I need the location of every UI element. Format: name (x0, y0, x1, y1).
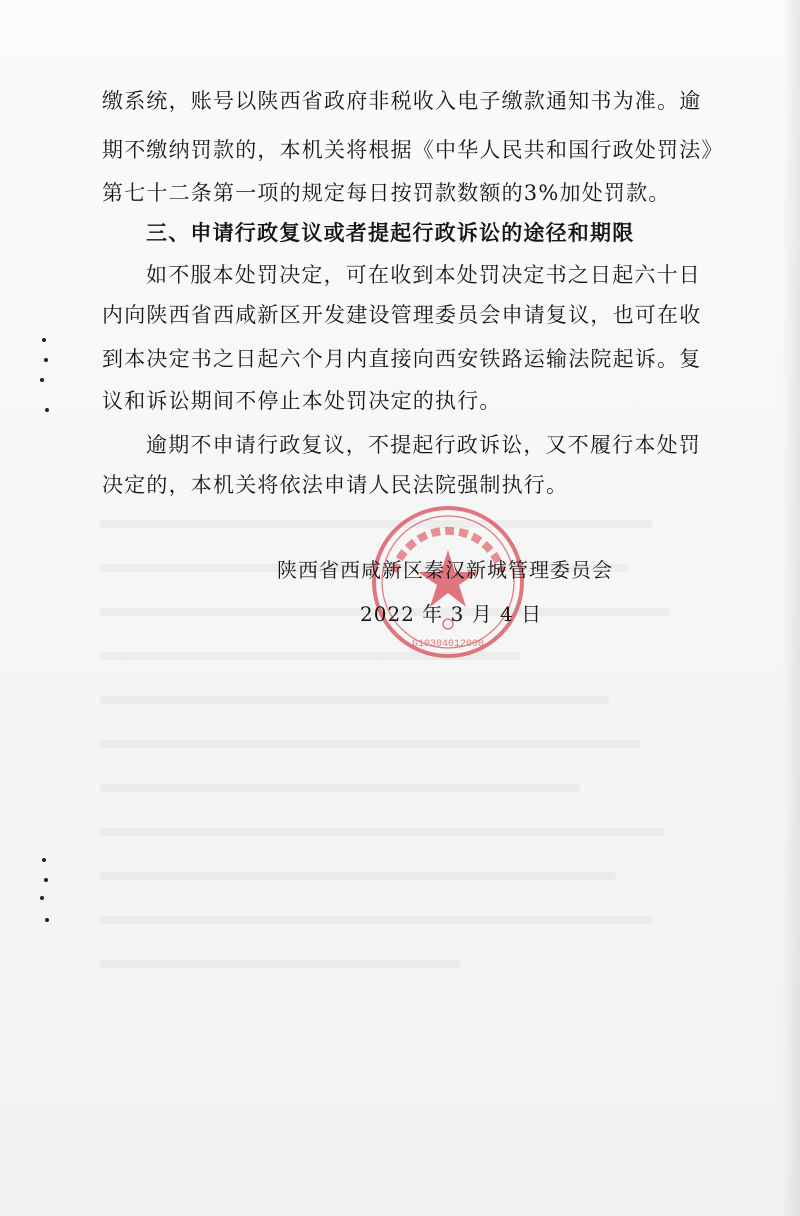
body-line: 到本决定书之日起六个月内直接向西安铁路运输法院起诉。复 (102, 347, 702, 371)
issuing-authority: 陕西省西咸新区秦汉新城管理委员会 (277, 558, 613, 582)
scan-speck (40, 896, 44, 900)
body-line: 内向陕西省西咸新区开发建设管理委员会申请复议，也可在收 (102, 303, 702, 327)
body-line: 议和诉讼期间不停止本处罚决定的执行。 (102, 389, 502, 413)
section-heading: 三、申请行政复议或者提起行政诉讼的途径和期限 (146, 220, 635, 245)
issue-date: 2022 年 3 月 4 日 (360, 602, 543, 626)
seal-code: G10304012000 (411, 639, 485, 650)
scan-speck (40, 378, 44, 382)
body-line: 第七十二条第一项的规定每日按罚款数额的3%加处罚款。 (102, 181, 671, 205)
scan-speck (44, 878, 48, 882)
body-line: 逾期不申请行政复议，不提起行政诉讼，又不履行本处罚 (146, 433, 701, 457)
scan-speck (44, 358, 48, 362)
scan-speck (42, 858, 46, 862)
scan-speck (45, 408, 49, 412)
body-line: 决定的，本机关将依法申请人民法院强制执行。 (102, 473, 569, 497)
scan-speck (45, 918, 49, 922)
body-line: 缴系统，账号以陕西省政府非税收入电子缴款通知书为准。逾 (102, 89, 702, 113)
scan-speck (42, 338, 46, 342)
body-line: 如不服本处罚决定，可在收到本处罚决定书之日起六十日 (146, 263, 701, 287)
body-line: 期不缴纳罚款的，本机关将根据《中华人民共和国行政处罚法》 (102, 138, 724, 162)
